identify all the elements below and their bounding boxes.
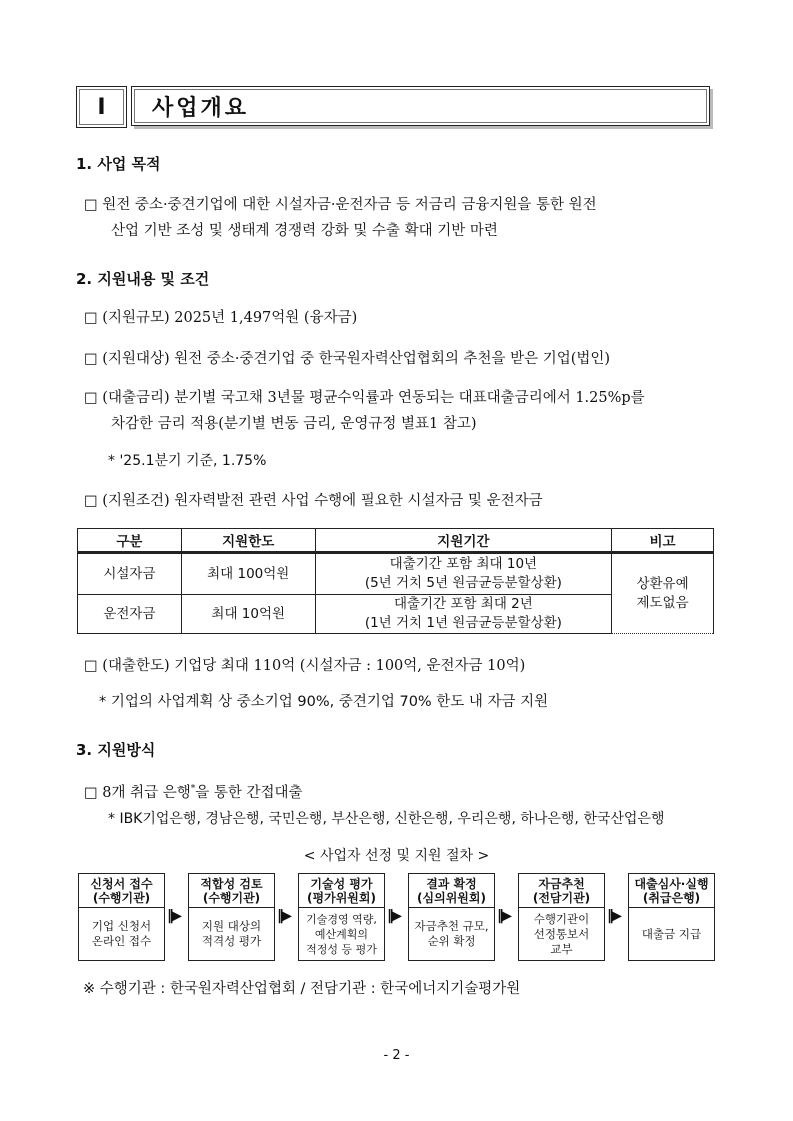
arrow-icon: ||▶ [387,908,399,924]
step-desc: 순위 확정 [427,934,476,948]
step-desc: 적정성 등 평가 [306,942,377,956]
loan-limit-note: * 기업의 사업계획 상 중소기업 90%, 중견기업 70% 한도 내 자금 지원 [99,694,549,710]
purpose-line-1: □ 원전 중소·중견기업에 대한 시설자금·운전자금 등 저금리 금융지원을 통한 원전 [84,197,597,213]
heading-method: 3. 지원방식 [76,741,156,759]
heading-purpose: 1. 사업 목적 [76,155,161,173]
step-owner: (수행기관) [92,890,151,905]
support-target: □ (지원대상) 원전 중소·중견기업 중 한국원자력산업협회의 추천을 받은 기업(법인) [84,351,611,367]
rate-note: * '25.1분기 기준, 1.75% [108,453,267,469]
step-desc: 교부 [550,941,573,956]
method-bullet-post: 을 통한 간접대출 [195,784,303,801]
step-owner: (취급은행) [642,890,701,905]
step-owner: (심의위원회) [417,890,486,905]
method-bullet [84,776,303,806]
method-bullet-pre: □ 8개 취급 은행 [84,784,191,801]
step-desc: 선정통보서 [533,926,590,941]
row-period [315,595,612,634]
step-desc: 온라인 접수 [91,934,152,948]
table-row [78,553,714,595]
page-number: - 2 - [383,1048,410,1063]
arrow-icon: ||▶ [277,908,289,924]
loan-limit: □ (대출한도) 기업당 최대 110억 (시설자금 : 100억, 운전자금 10억) [84,658,526,674]
remark-line-1: 상환유예 [636,575,689,592]
agencies-note: ※ 수행기관 : 한국원자력산업협회 / 전담기관 : 한국에너지기술평가원 [83,981,521,997]
section-header [76,86,712,130]
step-desc: 예산계획의 [314,927,369,941]
step-title: 신청서 접수 [90,876,153,891]
support-scale: □ (지원규모) 2025년 1,497억원 (융자금) [84,310,358,326]
table-header-remark: 비고 [612,529,714,553]
step-desc: 지원 대상의 [201,919,262,933]
purpose-line-2: 산업 기반 조성 및 생태계 경쟁력 강화 및 수출 확대 기반 마련 [111,223,498,239]
support-condition: □ (지원조건) 원자력발전 관련 사업 수행에 필요한 시설자금 및 운전자금 [84,493,543,509]
flow-step [78,873,165,961]
row-type: 시설자금 [78,553,182,595]
step-title: 기술성 평가 [310,876,373,891]
bank-list-note: * IBK기업은행, 경남은행, 국민은행, 부산은행, 신한은행, 우리은행, 하나은행, 한국산업은행 [108,811,665,827]
remark-line-2: 제도없음 [636,594,689,611]
period-line-1: 대출기간 포함 최대 10년 [389,556,538,572]
arrow-icon: ||▶ [497,908,509,924]
rate-line-1: □ (대출금리) 분기별 국고채 3년물 평균수익률과 연동되는 대표대출금리에서 1.25%p를 [84,390,645,406]
flow-step [408,873,495,961]
flow-step [298,873,385,961]
period-line-2: (5년 거치 5년 원금균등분할상환) [364,575,562,591]
step-desc: 수행기관이 [533,911,590,926]
row-limit: 최대 100억원 [181,553,315,595]
period-line-1: 대출기간 포함 최대 2년 [393,596,533,612]
section-title: 사업개요 [131,86,710,126]
period-line-2: (1년 거치 1년 원금균등분할상환) [364,615,562,631]
step-desc: 대출금 지급 [641,926,702,941]
step-title: 대출심사·실행 [634,876,709,891]
step-owner: (평가위원회) [307,890,376,905]
step-title: 결과 확정 [426,876,477,891]
step-title: 적합성 검토 [200,876,263,891]
step-owner: (전담기관) [532,890,591,905]
step-desc: 기업 신청서 [91,919,152,933]
step-title: 자금추천 [538,876,585,891]
row-type: 운전자금 [78,595,182,634]
row-remark [612,553,714,634]
arrow-icon: ||▶ [607,908,619,924]
table-header-type: 구분 [78,529,182,553]
table-header-period: 지원기간 [315,529,612,553]
flow-step [628,873,715,961]
arrow-icon: ||▶ [167,908,179,924]
step-desc: 기술경영 역량, [306,912,377,926]
flow-step [188,873,275,961]
step-desc: 적격성 평가 [201,934,262,948]
support-table [77,528,714,634]
row-period [315,553,612,595]
table-header-limit: 지원한도 [181,529,315,553]
footnote-mark: * [190,784,196,794]
section-number: Ⅰ [76,86,127,128]
rate-line-2: 차감한 금리 적용(분기별 변동 금리, 운영규정 별표1 참고) [111,416,477,432]
step-owner: (수행기관) [202,890,261,905]
row-limit: 최대 10억원 [181,595,315,634]
flow-title: < 사업자 선정 및 지원 절차 > [303,848,490,864]
flow-step [518,873,605,961]
heading-support: 2. 지원내용 및 조건 [76,270,210,288]
step-desc: 자금추천 규모, [414,919,489,933]
